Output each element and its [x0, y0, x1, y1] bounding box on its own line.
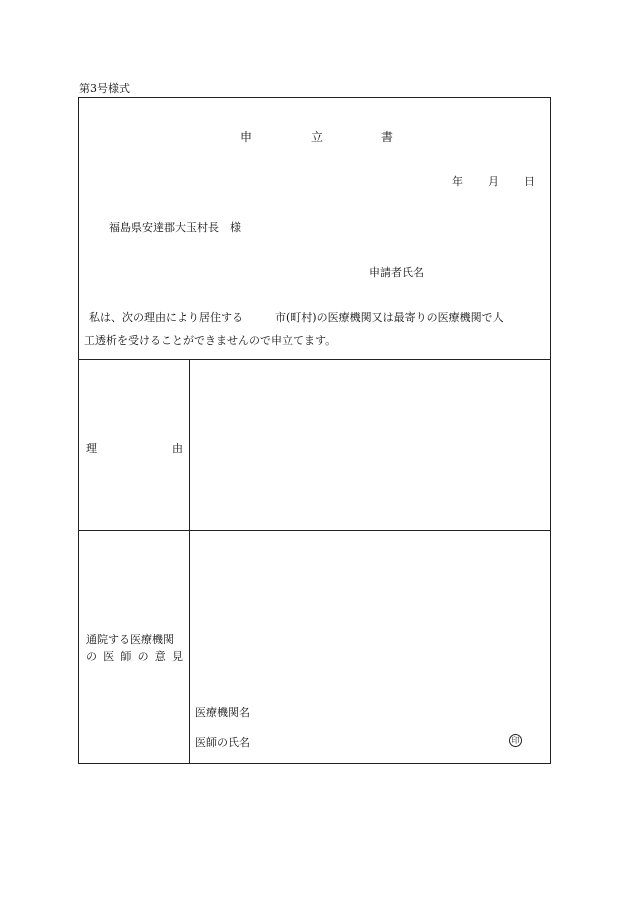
date-year: 年 [452, 175, 463, 188]
opinion-line-2: の 医 師 の 意 見 [86, 650, 183, 663]
divider-opinion [78, 530, 551, 531]
statement-part-a: 私は、次の理由により居住する [89, 311, 243, 324]
reason-char-2: 由 [172, 442, 183, 455]
reason-char-1: 理 [86, 442, 97, 455]
seal-mark-icon: 印 [509, 734, 522, 747]
statement-line-1 [89, 309, 504, 325]
applicant-name-label: 申請者氏名 [369, 266, 424, 279]
title-char-2: 立 [311, 130, 324, 144]
title-char-3: 書 [381, 130, 394, 144]
opinion-line-1: 通院する医療機関 [86, 633, 174, 646]
date-day: 日 [524, 175, 535, 188]
institution-name-label: 医療機関名 [195, 706, 250, 719]
doctor-name-label: 医師の氏名 [195, 736, 250, 749]
reason-label [86, 440, 183, 456]
statement-part-b: 市(町村)の医療機関又は最寄りの医療機関で人 [275, 311, 504, 324]
date-month: 月 [488, 175, 499, 188]
doctor-opinion-label [86, 631, 183, 665]
form-number: 第3号様式 [79, 82, 130, 95]
statement-line-2: 工透析を受けることができませんので申立てます。 [84, 334, 337, 347]
addressee: 福島県安達郡大玉村長 様 [109, 221, 241, 234]
label-column-divider [189, 359, 190, 764]
title-char-1: 申 [240, 130, 253, 144]
divider-reason [78, 359, 551, 360]
